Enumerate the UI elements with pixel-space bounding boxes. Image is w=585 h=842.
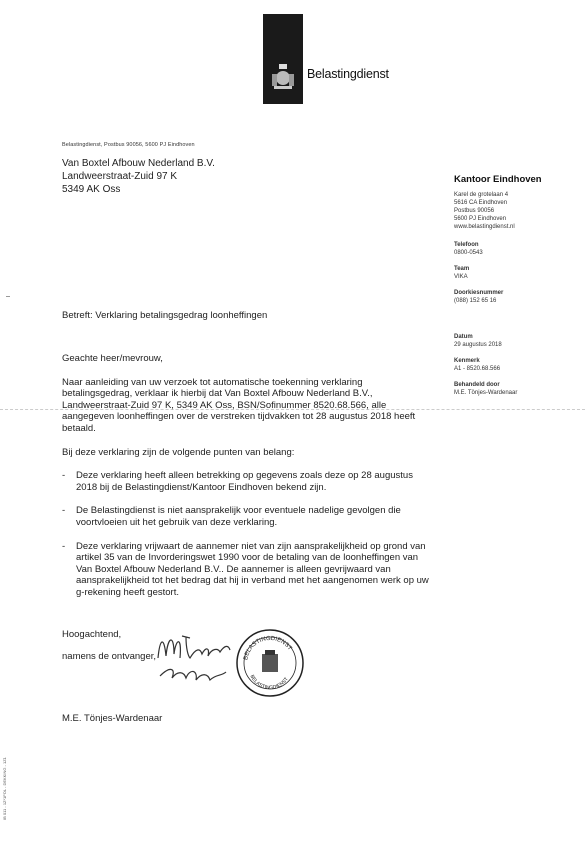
- handler-label: Behandeld door: [454, 382, 500, 388]
- svg-text:BELASTINGDIENST: [249, 674, 290, 691]
- office-name: Kantoor Eindhoven: [454, 174, 542, 185]
- addressee-block: [62, 157, 215, 196]
- office-address-line: 5616 CA Eindhoven: [454, 200, 508, 206]
- return-address: Belastingdienst, Postbus 90056, 5600 PJ Eindhoven: [62, 142, 195, 148]
- office-address-line: 5600 PJ Eindhoven: [454, 216, 507, 222]
- addressee-name: Van Boxtel Afbouw Nederland B.V.: [62, 158, 215, 169]
- point-text: Deze verklaring vrijwaart de aannemer niet van zijn aansprakelijkheid op grond van artikel 35 van de Invorderingswet 1990 voor de betaling van de loonheffingen van Van Boxtel Afbouw Nederland B.V.. De aannemer is alleen gevrijwaard van aansprakelijkheid tot het bedrag dat hij in verband met het aangenomen werk op uw g-rekening heeft gestort.: [76, 540, 429, 598]
- direct-value: (088) 152 65 16: [454, 298, 497, 304]
- list-item: [62, 505, 434, 528]
- points-intro: Bij deze verklaring zijn de volgende punten van belang:: [62, 446, 295, 458]
- bullet-dash: -: [62, 470, 66, 482]
- official-stamp: [235, 628, 305, 698]
- direct-label: Doorkiesnummer: [454, 290, 504, 296]
- team-value: VIKA: [454, 274, 468, 280]
- handler-value: M.E. Tönjes-Wardenaar: [454, 390, 518, 396]
- date-value: 29 augustus 2018: [454, 342, 502, 348]
- stamp-bottom-text: BELASTINGDIENST: [248, 673, 290, 692]
- stamp-top-text: BELASTINGDIENST: [243, 635, 293, 661]
- reference-label: Kenmerk: [454, 358, 480, 364]
- salutation: Geachte heer/mevrouw,: [62, 353, 163, 364]
- list-item: [62, 470, 434, 493]
- phone-label: Telefoon: [454, 242, 479, 248]
- phone-value: 0800-0543: [454, 250, 483, 256]
- margin-code-text: IB 011 - 1Z*1FOL - DEKKING - 1Z1: [2, 757, 7, 820]
- subject-line: Betreft: Verklaring betalingsgedrag loonheffingen: [62, 310, 268, 321]
- addressee-city: 5349 AK Oss: [62, 184, 121, 195]
- margin-code: [2, 700, 10, 820]
- sidebar-info: [454, 174, 579, 397]
- office-address-line: Karel de grotelaan 4: [454, 192, 509, 198]
- brand-name: Belastingdienst: [307, 67, 389, 81]
- letter-body: [62, 353, 434, 611]
- team-label: Team: [454, 266, 470, 272]
- closing: Hoogachtend,: [62, 629, 122, 640]
- date-label: Datum: [454, 334, 473, 340]
- addressee-street: Landweerstraat-Zuid 97 K: [62, 171, 178, 182]
- bullet-dash: -: [62, 540, 66, 552]
- list-item: [62, 541, 434, 599]
- reference-value: A1 - 8520.68.566: [454, 366, 501, 372]
- office-website: www.belastingdienst.nl: [454, 224, 515, 230]
- bullet-dash: -: [62, 505, 66, 517]
- intro-paragraph: Naar aanleiding van uw verzoek tot automatische toekenning verklaring betalingsgedrag, verklaar ik hierbij dat Van Boxtel Afbouw Nederland B.V., Landweerstraat-Zuid 97 K, 5349 AK Oss, BSN/Sofinummer 8520.68.566, alle aangegeven loonheffingen over de verstreken tijdvakken tot 28 augustus 2018 heeft betaald.: [62, 376, 416, 434]
- office-address-line: Postbus 90056: [454, 208, 495, 214]
- on-behalf-line: namens de ontvanger,: [62, 651, 157, 662]
- points-list: [62, 470, 434, 598]
- signer-name: M.E. Tönjes-Wardenaar: [62, 713, 163, 724]
- fold-mark: [6, 296, 10, 297]
- crest-icon: [270, 62, 296, 92]
- point-text: De Belastingdienst is niet aansprakelijk voor eventuele nadelige gevolgen die voortvloeien uit het gebruik van deze verklaring.: [76, 505, 401, 528]
- point-text: Deze verklaring heeft alleen betrekking op gegevens zoals deze op 28 augustus 2018 bij de Belastingdienst/Kantoor Eindhoven bekend zijn.: [76, 470, 413, 493]
